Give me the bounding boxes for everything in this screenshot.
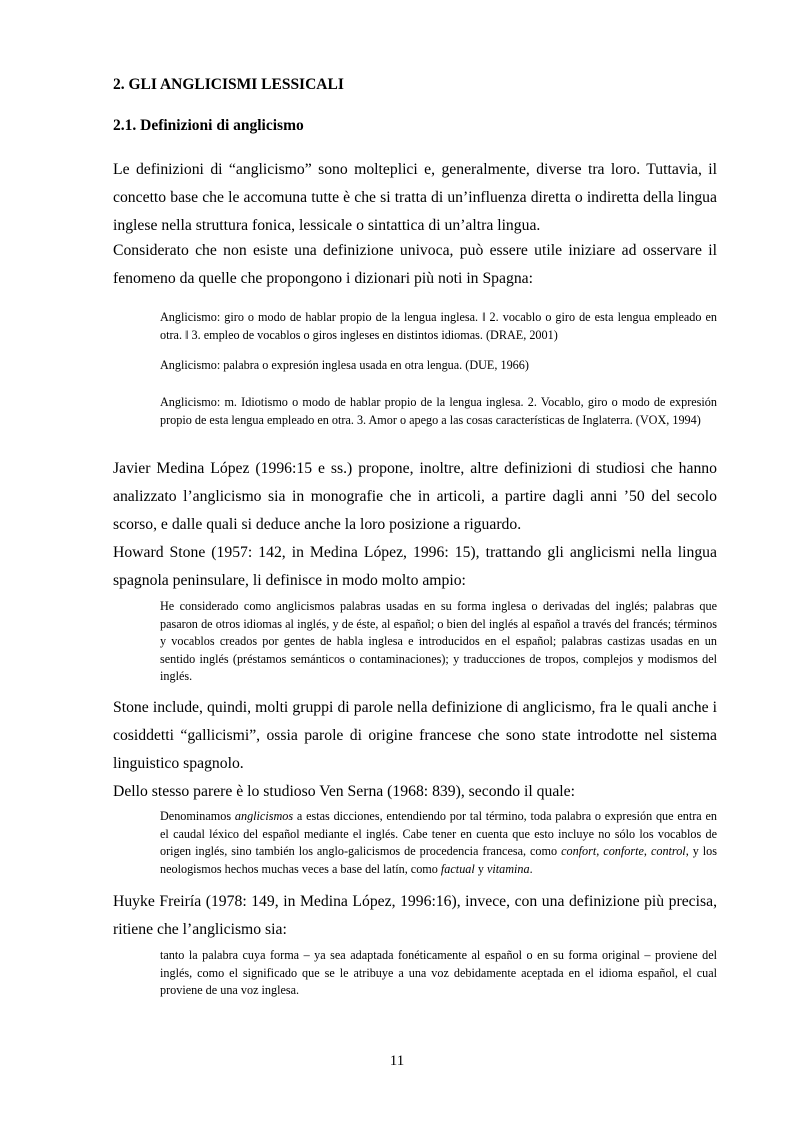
italic-term: vitamina (486, 861, 530, 876)
italic-term: factual (440, 861, 475, 876)
italic-term: conforte (603, 844, 644, 858)
block-quote-vox: Anglicismo: m. Idiotismo o modo de hablar propio de la lengua inglesa. 2. Vocablo, giro o modo de expresión propio de esta lengua empleado en otra. 3. Amor o apego a las cosas características de Inglaterra. (VOX, 1994) (160, 395, 717, 427)
body-paragraph-gallicismi: Stone include, quindi, molti gruppi di parole nella definizione di anglicismo, fra le quali anche i cosiddetti “gallicismi”, ossia parole di origine francese che sono state introdotte nel sistema linguistico spagnolo. (113, 699, 717, 772)
body-paragraph-definitions: Le definizioni di “anglicismo” sono molteplici e, generalmente, diverse tra loro. Tuttavia, il concetto base che le accomuna tutte è che si tratta di un’influenza diretta o indiretta della lingua inglese nella struttura fonica, lessicale o sintattica di un’altra lingua. (113, 161, 717, 234)
body-paragraph-stone: Howard Stone (1957: 142, in Medina López, 1996: 15), trattando gli anglicismi nella lingua spagnola peninsulare, li definisce in modo molto ampio: (113, 544, 717, 589)
italic-term: control (650, 844, 686, 858)
italic-term: anglicismos (234, 809, 294, 823)
block-quote-stone: He considerado como anglicismos palabras usadas en su forma inglesa o derivadas del inglés; palabras que pasaron de otros idiomas al inglés, y de éste, al español; o bien del inglés al español a través del francés; términos y vocablos creados por gentes de habla inglesa e introducidos en el español; palabras castizas usadas en un sentido inglés (préstamos semánticos o contaminaciones); y traducciones de tropos, complejos y modismos del inglés. (160, 599, 717, 683)
block-quote-drae: Anglicismo: giro o modo de hablar propio de la lengua inglesa. ǁ 2. vocablo o giro de esta lengua empleado en otra. ǁ 3. empleo de vocablos o giros ingleses en distintos idiomas. (DRAE, 2001) (160, 310, 717, 342)
page-number: 11 (389, 1053, 405, 1069)
chapter-heading: 2. GLI ANGLICISMI LESSICALI (113, 76, 344, 93)
block-quote-serna: Denominamos anglicismos a estas dicciones, entendiendo por tal término, toda palabra o expresión que entra en el caudal léxico del español mediante el inglés. Cabe tener en cuenta que esto incluye no sólo los vocablos de origen inglés, sino también los anglo-galicismos de procedencia francesa, como confort, conforte, control, y los neologismos hechos muchas veces a base del latín, como factual y vitamina. (160, 809, 717, 876)
block-quote-due: Anglicismo: palabra o expresión inglesa usada en otra lengua. (DUE, 1966) (160, 358, 529, 372)
body-paragraph-huyke: Huyke Freiría (1978: 149, in Medina López, 1996:16), invece, con una definizione più precisa, ritiene che l’anglicismo sia: (113, 893, 717, 938)
section-heading: 2.1. Definizioni di anglicismo (113, 117, 304, 134)
body-paragraph-serna: Dello stesso parere è lo studioso Ven Serna (1968: 839), secondo il quale: (113, 783, 575, 800)
block-quote-huyke: tanto la palabra cuya forma – ya sea adaptada fonéticamente al español o en su forma original – proviene del inglés, como el significado que se le atribuye a una voz debidamente aceptada en el idioma español, el cual proviene de una voz inglesa. (160, 948, 717, 997)
body-paragraph-dictionaries: Considerato che non esiste una definizione univoca, può essere utile iniziare ad osservare il fenomeno da quelle che propongono i dizionari più noti in Spagna: (113, 242, 717, 287)
body-paragraph-medina: Javier Medina López (1996:15 e ss.) propone, inoltre, altre definizioni di studiosi che hanno analizzato l’anglicismo sia in monografie che in articoli, a partire dagli anni ’50 del secolo scorso, e dalle quali si deduce anche la loro posizione a riguardo. (113, 460, 717, 533)
italic-term: confort (561, 844, 597, 858)
